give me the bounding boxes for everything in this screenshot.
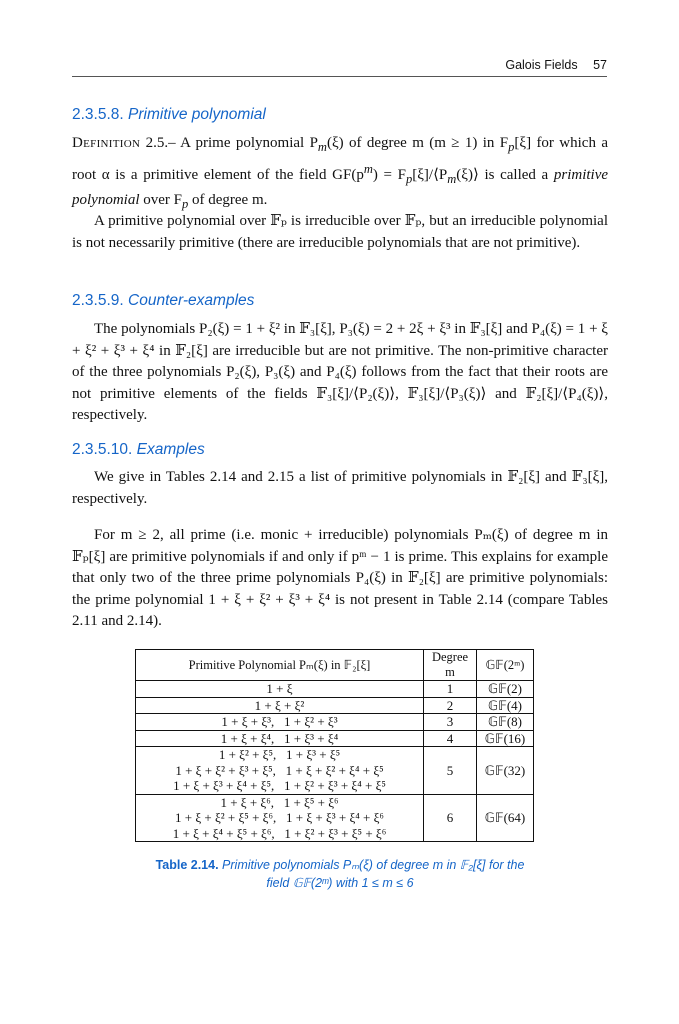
field-cell: 𝔾𝔽(16) [477,730,534,747]
defined-term: primitive polynomial [72,166,609,208]
paragraph-examples-tables: We give in Tables 2.14 and 2.15 a list of primitive polynomials in 𝔽₂[ξ] and 𝔽₃[ξ], respectively. [72,469,608,507]
definition-number: 2.5.– [145,135,176,151]
field-cell: 𝔾𝔽(32) [477,747,534,795]
paragraph-counter-examples: The polynomials P₂(ξ) = 1 + ξ² in 𝔽₃[ξ], P₃(ξ) = 2 + 2ξ + ξ³ in 𝔽₃[ξ] and P₄(ξ) = 1 + ξ + ξ² + ξ³ + ξ⁴ in 𝔽₂[ξ] are irreducible but are not primitive. The non-primitive character of the three polynomials P₂(ξ), P₃(ξ) and P₄(ξ) follows from the fact that their roots are not primitive elements of the fields 𝔽₃[ξ]/⟨P₂(ξ)⟩, 𝔽₃[ξ]/⟨P₃(ξ)⟩ and 𝔽₂[ξ]/⟨P₄(ξ)⟩, respectively. [72,321,608,423]
polynomial: 1 + ξ + ξ⁴ + ξ⁵ + ξ⁶, 1 + ξ² + ξ³ + ξ⁵ + ξ⁶ [172,825,387,841]
table-row [136,697,534,714]
polynomial: 1 + ξ² + ξ⁵, 1 + ξ³ + ξ⁵ [218,747,341,762]
degree-cell: 6 [424,794,477,842]
section-heading-primitive-polynomial [72,106,266,124]
table-row [136,681,534,698]
table-row [136,794,534,842]
definition-text: [ξ] for which a root α is a primitive element of the field GF(p [72,135,608,183]
caption-line-2: field 𝔾𝔽(2ᵐ) with 1 ≤ m ≤ 6 [266,876,414,890]
polynomial: 1 + ξ + ξ² + ξ⁵ + ξ⁶, 1 + ξ + ξ³ + ξ⁴ + ξ⁶ [175,810,384,825]
section-heading-examples [72,441,205,459]
table-caption [72,856,608,892]
polynomial: 1 + ξ + ξ⁴, 1 + ξ³ + ξ⁴ [220,730,339,746]
running-header [72,56,607,77]
definition-text: over F [143,192,182,208]
table-row [136,714,534,731]
poly-cell [136,794,424,842]
definition-text: (ξ)⟩ is called a [456,166,549,183]
poly-cell [136,730,424,747]
section-number: 2.3.5.9. [72,292,124,309]
definition-text: A prime polynomial P [180,135,318,151]
paragraph-irreducible: A primitive polynomial over 𝔽ₚ is irreducible over 𝔽ₚ, but an irreducible polynomial is not necessarily primitive (there are irreducible polynomials that are not primitive). [72,213,608,251]
polynomial: 1 + ξ + ξ³ + ξ⁴ + ξ⁵, 1 + ξ² + ξ³ + ξ⁴ + ξ⁵ [173,778,386,793]
degree-cell: 5 [424,747,477,795]
definition-paragraph: Definition 2.5.– A prime polynomial $P_m(\xi)$ of degree m (m ≥ 1) in $F_p[\xi]$ for which a root α is a primitive element of the field $GF(p^m)$ = $F_p[\xi]/⟨P_m(\xi)⟩$ is called a primitive polynomial over $F_p$ of degree m. [72,135,609,211]
section-title: Examples [136,441,205,458]
poly-cell [136,714,424,731]
table-row [136,747,534,795]
section-number: 2.3.5.8. [72,106,124,123]
paragraph-examples-prime: For m ≥ 2, all prime (i.e. monic + irreducible) polynomials Pₘ(ξ) of degree m in 𝔽ₚ[ξ] are primitive polynomials if and only if pᵐ − 1 is prime. This explains for example that only two of the three prime polynomials P₄(ξ) in 𝔽₂[ξ] are primitive polynomials: the prime polynomial 1 + ξ + ξ² + ξ³ + ξ⁴ is not present in Table 2.14 (compare Tables 2.11 and 2.14). [72,527,608,629]
definition-text: of degree m. [192,192,268,208]
section-title: Primitive polynomial [128,106,266,123]
table-header-row [136,650,534,681]
page-number: 57 [593,58,607,72]
section-title: Counter-examples [128,292,255,309]
definition-text: ) = F [372,166,406,183]
section-heading-counter-examples [72,292,254,310]
polynomial: 1 + ξ + ξ³, 1 + ξ² + ξ³ [221,714,338,729]
degree-cell: 3 [424,714,477,731]
caption-label: Table 2.14. [155,858,219,872]
running-title: Galois Fields [505,58,578,72]
primitive-polynomials-table [135,649,534,842]
column-header-field: 𝔾𝔽(2ᵐ) [477,650,534,681]
definition-label: Definition [72,135,141,151]
degree-cell: 4 [424,730,477,747]
polynomial: 1 + ξ + ξ² [254,697,305,713]
caption-line-1: Primitive polynomials Pₘ(ξ) of degree m in 𝔽₂[ξ] for the [222,858,525,872]
column-header-degree: Degree m [424,650,477,681]
poly-cell [136,697,424,714]
section-number: 2.3.5.10. [72,441,133,458]
polynomial: 1 + ξ [266,681,293,696]
table-row [136,730,534,747]
degree-cell: 2 [424,697,477,714]
field-cell: 𝔾𝔽(2) [477,681,534,698]
degree-cell: 1 [424,681,477,698]
field-cell: 𝔾𝔽(8) [477,714,534,731]
polynomial: 1 + ξ + ξ⁶, 1 + ξ⁵ + ξ⁶ [220,794,339,810]
field-cell: 𝔾𝔽(64) [477,794,534,842]
field-cell: 𝔾𝔽(4) [477,697,534,714]
polynomial: 1 + ξ + ξ² + ξ³ + ξ⁵, 1 + ξ + ξ² + ξ⁴ + ξ⁵ [175,762,384,778]
definition-text: [ξ]/⟨P [412,166,448,183]
definition-text: (ξ) of degree m (m ≥ 1) in F [326,135,509,151]
poly-cell [136,747,424,795]
poly-cell [136,681,424,698]
column-header-polynomial: Primitive Polynomial Pₘ(ξ) in 𝔽₂[ξ] [136,650,424,681]
